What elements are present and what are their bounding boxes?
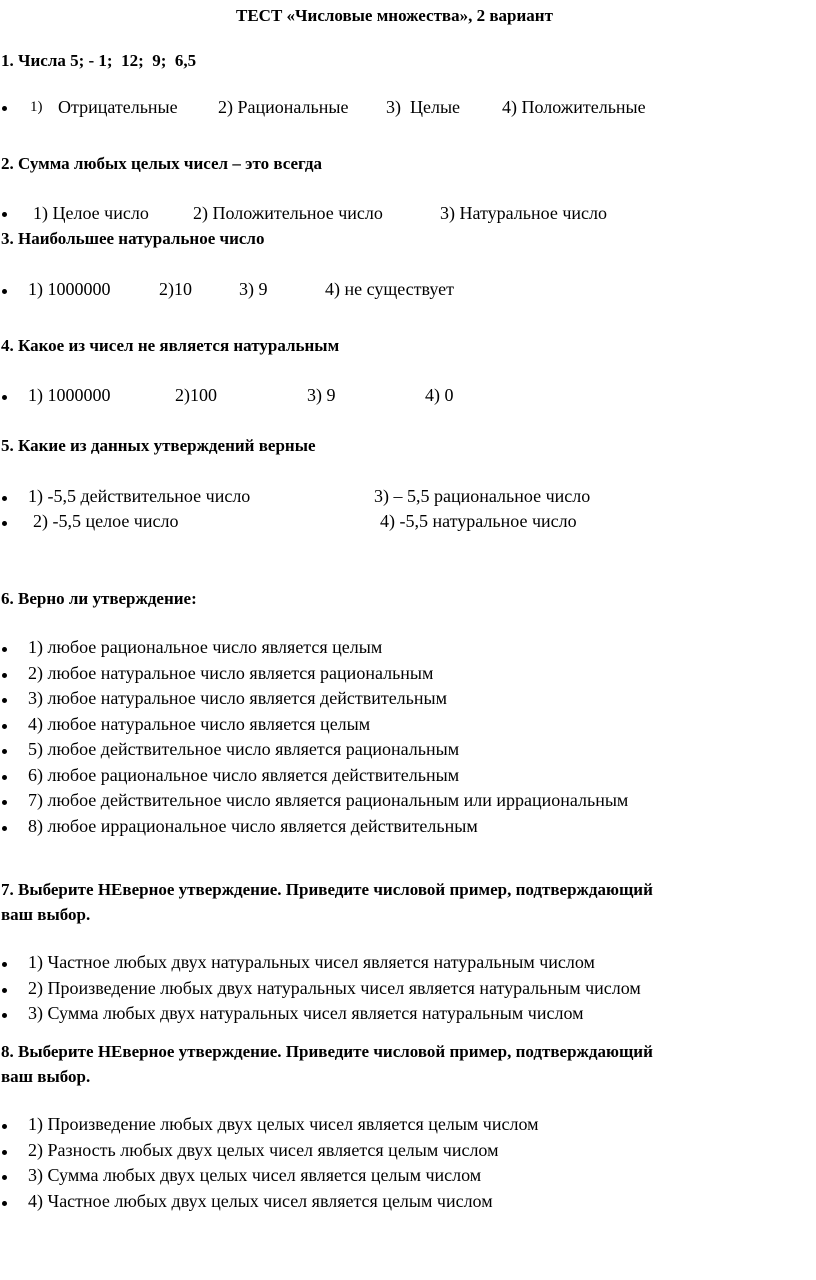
question-8-heading-line-2: ваш выбор.	[1, 1067, 91, 1086]
q6-list-item: 2) любое натуральное число является рациональным	[28, 662, 434, 683]
bullet-icon	[2, 698, 7, 703]
q4-option-3: 3) 9	[307, 385, 336, 405]
bullet-icon	[2, 647, 7, 652]
question-7-heading-line-1: 7. Выберите НЕверное утверждение. Приведите числовой пример, подтверждающий	[1, 880, 653, 899]
q1-option-1: Отрицательные	[58, 97, 178, 117]
question-5-heading: 5. Какие из данных утверждений верные	[1, 436, 316, 455]
question-6-heading: 6. Верно ли утверждение:	[1, 589, 197, 608]
bullet-icon	[2, 826, 7, 831]
question-2-heading: 2. Сумма любых целых чисел – это всегда	[1, 154, 322, 173]
q2-option-3: 3) Натуральное число	[440, 203, 607, 223]
q1-option-4: 4) Положительные	[502, 97, 646, 117]
bullet-icon	[2, 1175, 7, 1180]
q1-option-1-number: 1)	[30, 99, 43, 115]
bullet-icon	[2, 289, 7, 294]
bullet-icon	[2, 673, 7, 678]
question-8-heading-line-1: 8. Выберите НЕверное утверждение. Приведите числовой пример, подтверждающий	[1, 1042, 653, 1061]
q1-option-3: 3) Целые	[386, 97, 461, 117]
q6-list-item: 1) любое рациональное число является целым	[28, 637, 383, 657]
q6-list-item: 4) любое натуральное число является целым	[28, 713, 371, 734]
bullet-icon	[2, 1013, 7, 1018]
q3-option-1: 1) 1000000	[28, 279, 111, 299]
bullet-icon	[2, 395, 7, 400]
q3-option-2: 2)10	[159, 279, 192, 299]
q6-list-item: 3) любое натуральное число является действительным	[28, 688, 447, 708]
q7-list-item: 2) Произведение любых двух натуральных чисел является натуральным числом	[28, 977, 641, 998]
q7-list-item: 1) Частное любых двух натуральных чисел является натуральным числом	[28, 952, 595, 972]
q8-list-item: 4) Частное любых двух целых чисел является целым числом	[28, 1190, 493, 1211]
bullet-icon	[2, 988, 7, 993]
q5-option-3: 3) – 5,5 рациональное число	[374, 486, 591, 506]
bullet-icon	[2, 1201, 7, 1206]
q5-option-2: 2) -5,5 целое число	[33, 511, 179, 531]
bullet-icon	[2, 800, 7, 805]
bullet-icon	[2, 1124, 7, 1129]
q8-list-item: 3) Сумма любых двух целых чисел является целым числом	[28, 1165, 482, 1185]
q3-option-3: 3) 9	[239, 279, 268, 299]
page-title: ТЕСТ «Числовые множества», 2 вариант	[236, 6, 553, 25]
q6-list-item: 8) любое иррациональное число является действительным	[28, 815, 478, 836]
question-4-heading: 4. Какое из чисел не является натуральным	[1, 336, 340, 355]
bullet-icon	[2, 1150, 7, 1155]
q4-option-1: 1) 1000000	[28, 385, 111, 405]
q8-list-item: 2) Разность любых двух целых чисел является целым числом	[28, 1139, 499, 1160]
q5-option-4: 4) -5,5 натуральное число	[380, 511, 577, 531]
bullet-icon	[2, 962, 7, 967]
q2-option-2: 2) Положительное число	[193, 203, 383, 223]
bullet-icon	[2, 749, 7, 754]
bullet-icon	[2, 496, 7, 501]
q5-option-1: 1) -5,5 действительное число	[28, 486, 251, 506]
q1-option-2: 2) Рациональные	[218, 97, 349, 117]
bullet-icon	[2, 775, 7, 780]
bullet-icon	[2, 724, 7, 729]
bullet-icon	[2, 521, 7, 526]
q3-option-4: 4) не существует	[325, 279, 455, 299]
q4-option-4: 4) 0	[425, 385, 454, 405]
bullet-icon	[2, 212, 7, 217]
question-1-heading: 1. Числа 5; - 1; 12; 9; 6,5	[1, 51, 197, 70]
question-7-heading-line-2: ваш выбор.	[1, 905, 91, 924]
q6-list-item: 5) любое действительное число является рациональным	[28, 739, 460, 759]
bullet-icon	[2, 106, 7, 111]
q6-list-item: 6) любое рациональное число является действительным	[28, 764, 460, 785]
q7-list-item: 3) Сумма любых двух натуральных чисел является натуральным числом	[28, 1003, 584, 1023]
q2-option-1: 1) Целое число	[33, 203, 149, 223]
question-3-heading: 3. Наибольшее натуральное число	[1, 229, 265, 248]
q4-option-2: 2)100	[175, 385, 217, 405]
q6-list-item: 7) любое действительное число является рациональным или иррациональным	[28, 790, 629, 810]
q8-list-item: 1) Произведение любых двух целых чисел является целым числом	[28, 1114, 539, 1134]
